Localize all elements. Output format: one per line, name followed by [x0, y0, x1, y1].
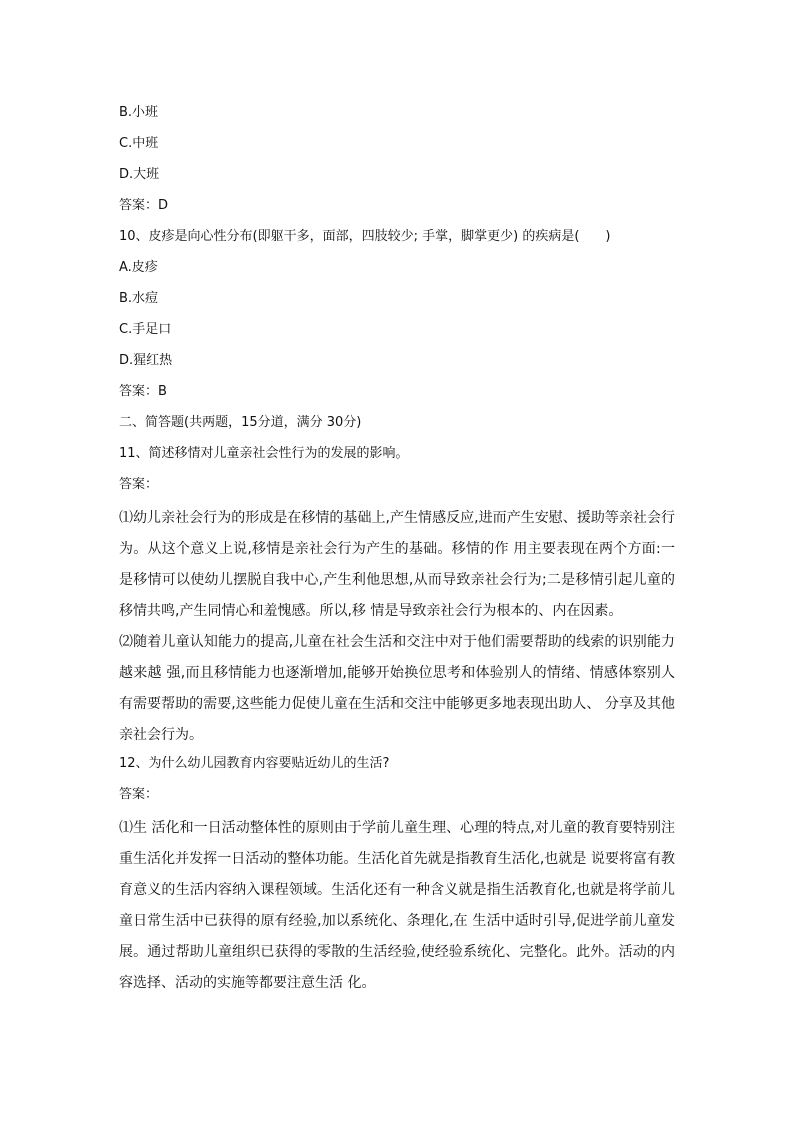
q10-option-b: B.水痘 — [119, 291, 159, 306]
q9-option-c: C.中班 — [119, 136, 159, 151]
q11-question: 11、简述移情对儿童亲社会性行为的发展的影响。 — [119, 446, 409, 461]
q11-answer-paragraph-2: ⑵随着儿童认知能力的提高,儿童在社会生活和交注中对于他们需要帮助的线索的识别能力越来越 强,而且移情能力也逐渐增加,能够开始换位思考和体验别人的情绪、情感体察别人有需要帮助的需要,这些能力促使儿童在生活和交注中能够更多地表现出助人、 分享及其他亲社会行为。 — [119, 634, 675, 743]
q9-option-b: B.小班 — [119, 105, 159, 120]
q12-answer-paragraph-1: ⑴生 活化和一日活动整体性的原则由于学前儿童生理、心理的特点,对儿童的教育要特别注重生活化并发挥一日活动的整体功能。生活化首先就是指教育生活化,也就是 说要将富有教育意义的生活内容纳入课程领域。生活化还有一种含义就是指生活教育化,也就是将学前儿童日常生活中已获得的原有经验,加以系统化、条理化,在 生活中适时引导,促进学前儿童发展。通过帮助儿童组织已获得的零散的生活经验,使经验系统化、完整化。此外。活动的内容选择、活动的实施等都要注意生活 化。 — [119, 820, 675, 991]
q11-answer-label: 答案： — [119, 477, 159, 492]
q11-answer-paragraph-1: ⑴幼儿亲社会行为的形成是在移情的基础上,产生情感反应,进而产生安慰、援助等亲社会行为。从这个意义上说,移情是亲社会行为产生的基础。移情的作 用主要表现在两个方面:一是移情可以使幼儿摆脱自我中心,产生利他思想,从而导致亲社会行为;二是移情引起儿童的移情共鸣,产生同情心和羞愧感。所以,移 情是导致亲社会行为根本的、内在因素。 — [119, 510, 675, 619]
q10-answer: 答案：B — [119, 384, 167, 399]
q10-option-d: D.猩红热 — [119, 353, 173, 368]
q9-option-d: D.大班 — [119, 167, 160, 182]
q9-answer: 答案：D — [119, 198, 169, 213]
q10-option-c: C.手足口 — [119, 322, 172, 337]
q10-question: 10、皮疹是向心性分布(即躯干多，面部，四肢较少; 手掌，脚掌更少) 的疾病是( ) — [119, 229, 611, 244]
q10-option-a: A.皮疹 — [119, 260, 158, 275]
q12-answer-label: 答案： — [119, 787, 159, 802]
section-heading: 二、简答题(共两题，15分道，满分 30分) — [119, 415, 362, 430]
q12-question: 12、为什么幼儿园教育内容要贴近幼儿的生活? — [119, 756, 390, 771]
